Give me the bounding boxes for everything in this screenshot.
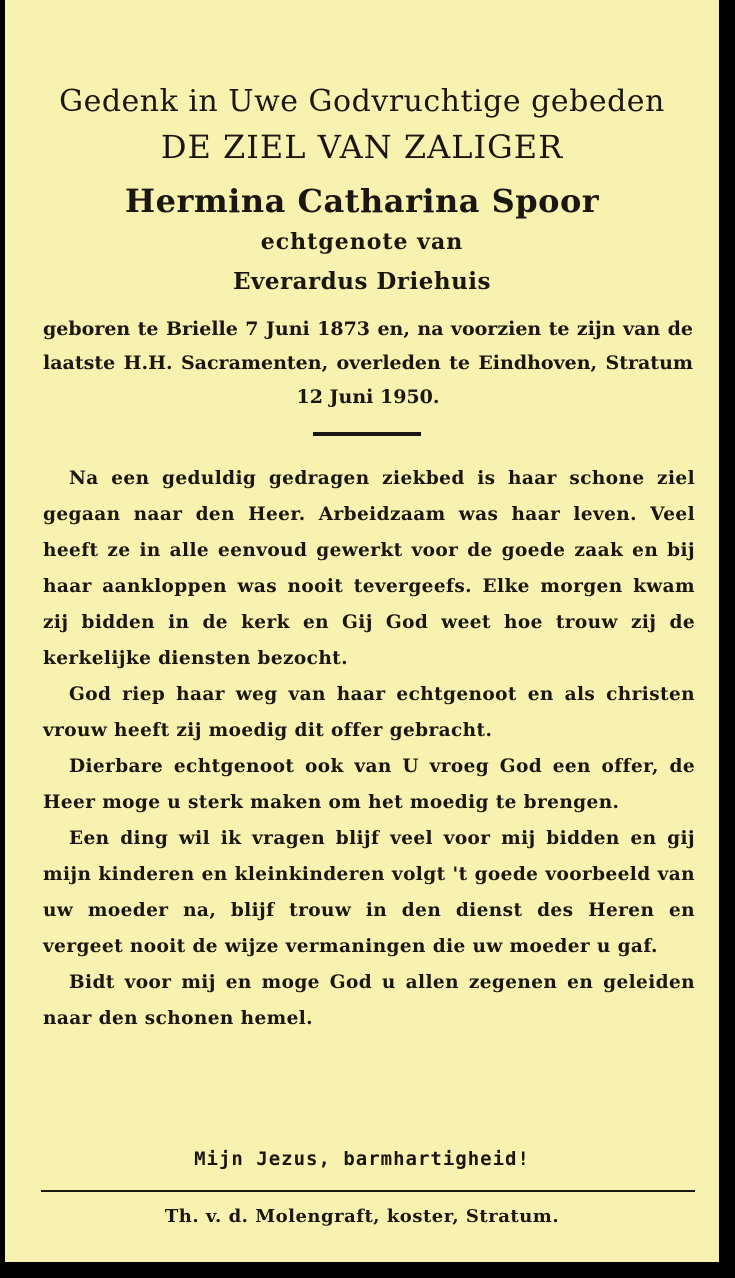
spouse-name: Everardus Driehuis xyxy=(233,268,491,295)
paragraph: Bidt voor mij en moge God u allen zegenen en geleiden naar den schonen hemel. xyxy=(43,972,695,1029)
birth-death-text: geboren te Brielle 7 Juni 1873 en, na voorzien te zijn van de laatste H.H. Sacramenten, overleden te Eindhoven, Stratum 12 Juni 1950. xyxy=(43,318,693,408)
printer-credit: Th. v. d. Molengraft, koster, Stratum. xyxy=(164,1206,560,1227)
paragraph: Na een geduldig gedragen ziekbed is haar schone ziel gegaan naar den Heer. Arbeidzaam was haar leven. Veel heeft ze in alle eenvoud gewerkt voor de goede zaak en bij haar aankloppen was nooit tevergeefs. Elke morgen kwam zij bidden in de kerk en Gij God weet hoe trouw zij de kerkelijke diensten bezocht. xyxy=(43,468,695,669)
closing-prayer: Mijn Jezus, barmhartigheid! xyxy=(194,1148,530,1170)
deceased-name: Hermina Catharina Spoor xyxy=(124,182,600,220)
paragraph: God riep haar weg van haar echtgenoot en als christen vrouw heeft zij moedig dit offer gebracht. xyxy=(43,684,695,741)
paragraph: Een ding wil ik vragen blijf veel voor mij bidden en gij mijn kinderen en kleinkinderen volgt 't goede voorbeeld van uw moeder na, blijf trouw in den dienst des Heren en vergeet nooit de wijze vermaningen die uw moeder u gaf. xyxy=(43,828,695,957)
soul-heading: DE ZIEL VAN ZALIGER xyxy=(160,128,564,166)
spouse-label: echtgenote van xyxy=(260,229,464,255)
divider xyxy=(313,432,421,436)
paragraph: Dierbare echtgenoot ook van U vroeg God een offer, de Heer moge u sterk maken om het moedig te brengen. xyxy=(43,756,695,813)
memorial-text xyxy=(43,461,695,1037)
prayer-request-line: Gedenk in Uwe Godvruchtige gebeden xyxy=(59,84,665,119)
footer-rule xyxy=(41,1190,695,1192)
memorial-card xyxy=(5,0,719,1262)
